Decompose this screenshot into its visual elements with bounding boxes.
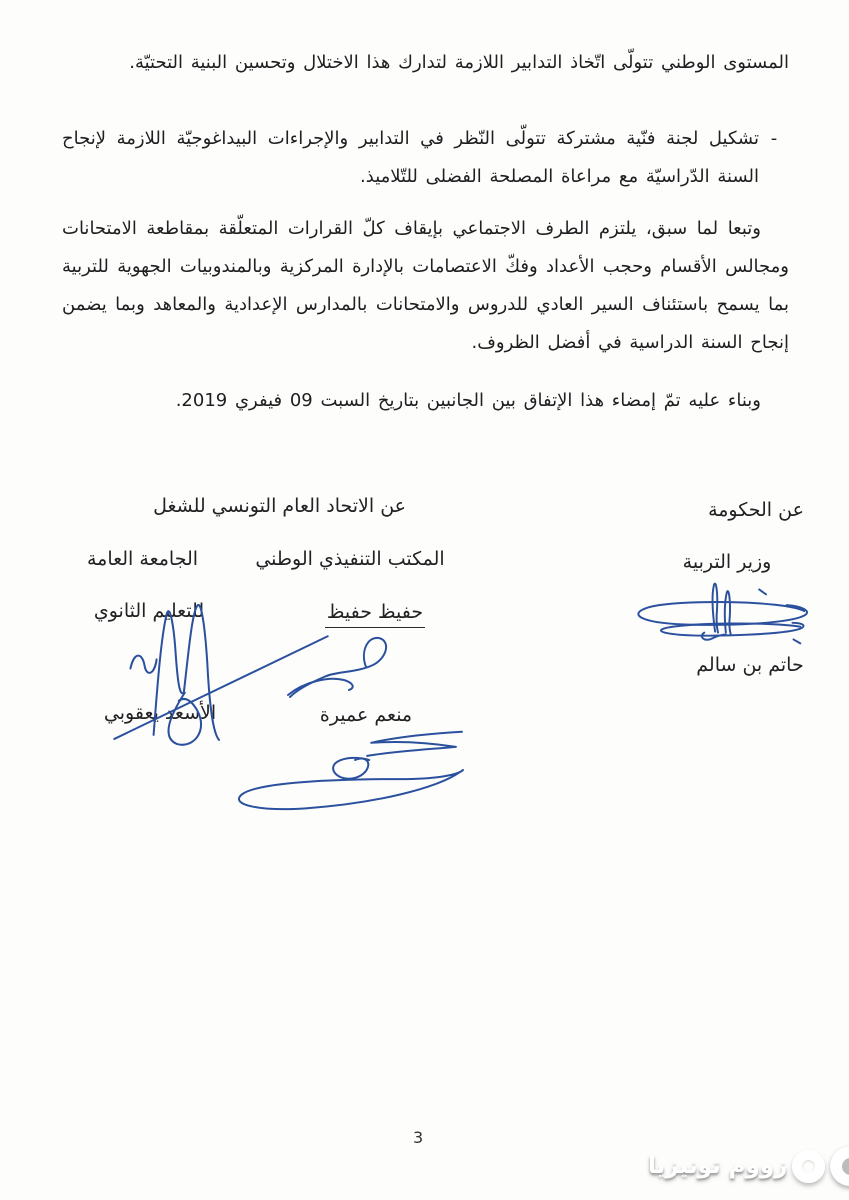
bullet-text: تشكيل لجنة فنّية مشتركة تتولّى النّظر في التدابير والإجراءات البيداغوجيّة اللازمة لإنجاح السنة الدّراسيّة مع مراعاة المصلحة الفضلى للتّلاميذ.: [62, 128, 759, 187]
bullet-dash: -: [770, 128, 778, 149]
bullet-item: [62, 120, 789, 196]
union-bureau-label: المكتب التنفيذي الوطني: [255, 548, 445, 570]
federation-org-line1: الجامعة العامة: [86, 548, 199, 570]
watermark-logo-ring-solid-icon: [830, 1146, 849, 1186]
federation-org-line2: للتعليم الثانوي: [93, 600, 205, 622]
government-party-label: عن الحكومة: [708, 499, 804, 521]
page-number: 3: [413, 1128, 424, 1147]
watermark-logo-dot-icon: [842, 1158, 849, 1175]
watermark: [648, 1146, 849, 1186]
federation-signer-name: الأسعد يعقوبي: [103, 702, 217, 724]
government-signer-name: حاتم بن سالم: [696, 654, 804, 676]
government-title-label: وزير التربية: [682, 551, 772, 573]
watermark-brand-text: زووم تونيزيا: [648, 1153, 788, 1179]
union-party-label: عن الاتحاد العام التونسي للشغل: [153, 495, 406, 517]
union-signer2-name: منعم عميرة: [319, 704, 413, 726]
yaakoubi-signature: [98, 596, 340, 752]
closing-line: وبناء عليه تمّ إمضاء هذا الإتفاق بين الجانبين بتاريخ السبت 09 فيفري 2019.: [175, 390, 761, 411]
union-signer1-name: حفيظ حفيظ: [305, 599, 445, 628]
commitment-paragraph: وتبعا لما سبق، يلتزم الطرف الاجتماعي بإيقاف كلّ القرارات المتعلّقة بمقاطعة الامتحانات ومجالس الأقسام وحجب الأعداد وفكّ الاعتصامات بالإدارة المركزية وبالمندوبيات الجهوية للتربية بما يسمح باستئناف السير العادي للدروس والامتحانات بالمدارس الإعدادية والمعاهد وبما يضمن إنجاح السنة الدراسية في أفضل الظروف.: [62, 218, 789, 353]
watermark-logo-ring-hollow-icon: [792, 1150, 825, 1183]
hatem-ben-salem-signature: [620, 577, 816, 649]
continuation-paragraph: المستوى الوطني تتولّى اتّخاذ التدابير اللازمة لتدارك هذا الاختلال وتحسين البنية التحتيّة.: [129, 52, 789, 73]
